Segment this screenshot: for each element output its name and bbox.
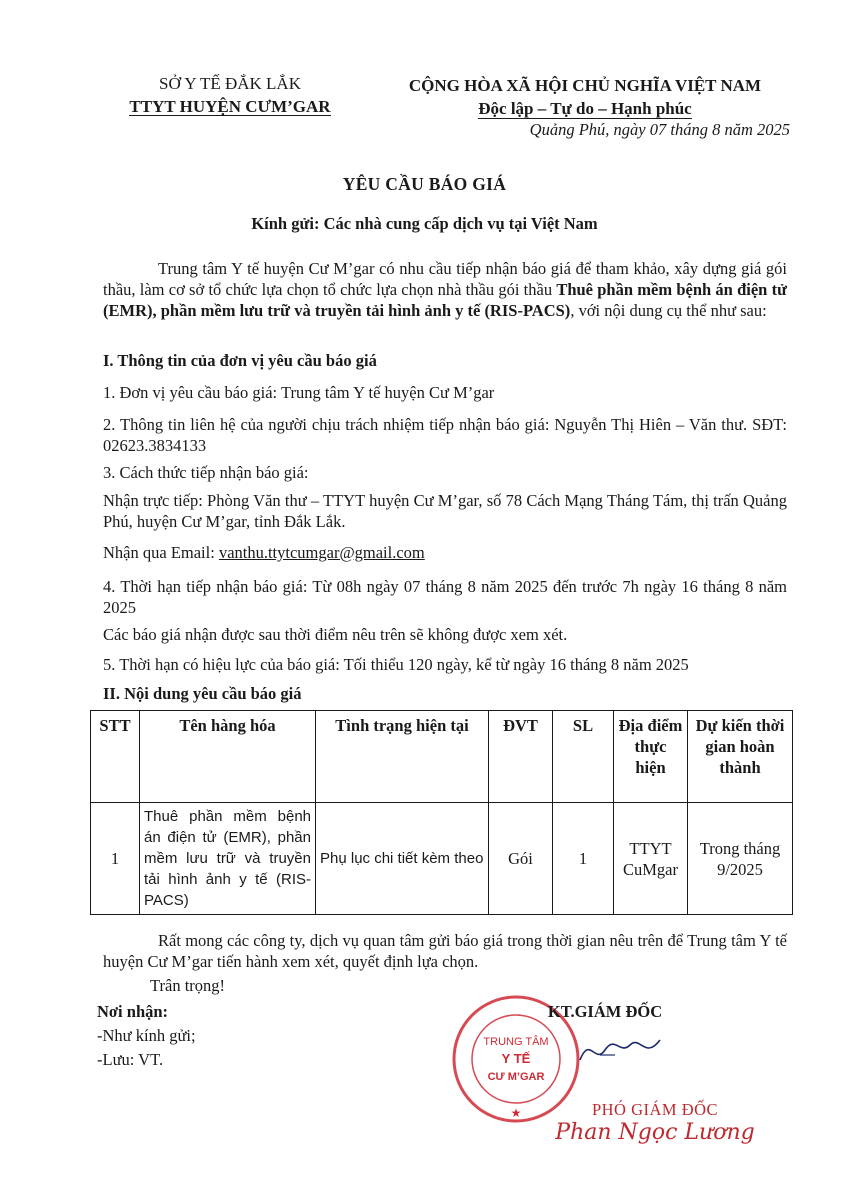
cell-status: Phụ lục chi tiết kèm theo	[316, 803, 489, 915]
info-item-2: 2. Thông tin liên hệ của người chịu trách nhiệm tiếp nhận báo giá: Nguyễn Thị Hiên – Văn thư. SĐT: 02623.3834133	[103, 415, 787, 455]
signer-name: Phan Ngọc Lương	[555, 1120, 755, 1145]
cell-unit: Gói	[489, 803, 553, 915]
col-location: Địa điểm thực hiện	[614, 711, 688, 803]
direct-receipt: Nhận trực tiếp: Phòng Văn thư – TTYT huyện Cư M’gar, số 78 Cách Mạng Tháng Tám, thị trấn Quảng Phú, huyện Cư M’gar, tỉnh Đắk Lắk.	[103, 491, 787, 531]
closing-paragraph: Rất mong các công ty, dịch vụ quan tâm gửi báo giá trong thời gian nêu trên để Trung tâm Y tế huyện Cư M’gar tiến hành xem xét, quyết định lựa chọn.	[103, 931, 787, 971]
quote-table	[90, 710, 793, 915]
info-item-4: 4. Thời hạn tiếp nhận báo giá: Từ 08h ngày 07 tháng 8 năm 2025 đến trước 7h ngày 16 tháng 8 năm 2025	[103, 577, 787, 617]
cell-stt: 1	[91, 803, 140, 915]
intro-text: Trung tâm Y tế huyện Cư M’gar có nhu cầu tiếp nhận báo giá để tham khảo, xây dựng giá gói thầu, làm cơ sở tổ chức lựa chọn tổ chức lựa chọn nhà thầu gói thầu	[103, 259, 787, 299]
info-item-1: 1. Đơn vị yêu cầu báo giá: Trung tâm Y tế huyện Cư M’gar	[103, 383, 495, 402]
info-item-5: 5. Thời hạn có hiệu lực của báo giá: Tối thiểu 120 ngày, kể từ ngày 16 tháng 8 năm 2025	[103, 655, 689, 674]
greeting: Kính gửi: Các nhà cung cấp dịch vụ tại Việt Nam	[251, 214, 598, 233]
col-completion: Dự kiến thời gian hoàn thành	[688, 711, 793, 803]
recipient-line: -Lưu: VT.	[97, 1050, 164, 1069]
intro-paragraph	[103, 258, 787, 321]
cell-completion: Trong tháng 9/2025	[688, 803, 793, 915]
recipient-line: -Như kính gửi;	[97, 1026, 196, 1045]
email-link[interactable]: vanthu.ttytcumgar@gmail.com	[218, 543, 425, 562]
recipients-label: Nơi nhận:	[97, 1002, 169, 1021]
table-row	[91, 803, 793, 915]
cell-goods: Thuê phần mềm bệnh án điện tử (EMR), phần mềm lưu trữ và truyền tải hình ảnh y tế (RIS-PACS)	[140, 803, 316, 915]
info-item-3: 3. Cách thức tiếp nhận báo giá:	[103, 463, 309, 482]
national-motto: Độc lập – Tự do – Hạnh phúc	[478, 99, 692, 118]
col-unit: ĐVT	[489, 711, 553, 803]
section2-heading: II. Nội dung yêu cầu báo giá	[103, 684, 302, 703]
national-header	[370, 74, 800, 120]
signature-title: KT.GIÁM ĐỐC	[547, 1002, 663, 1021]
agency-parent: SỞ Y TẾ ĐẮK LẮK	[159, 74, 301, 93]
intro-text-end: , với nội dung cụ thể như sau:	[570, 301, 767, 320]
agency-header	[95, 72, 365, 118]
col-status: Tình trạng hiện tại	[316, 711, 489, 803]
agency-name: TTYT HUYỆN CƯM’GAR	[129, 97, 331, 116]
place-date: Quảng Phú, ngày 07 tháng 8 năm 2025	[529, 120, 790, 139]
col-goods: Tên hàng hóa	[140, 711, 316, 803]
stamp-text: TRUNG TÂM	[483, 1036, 549, 1048]
signer-role: PHÓ GIÁM ĐỐC	[591, 1100, 719, 1119]
email-label: Nhận qua Email:	[103, 543, 219, 562]
recipients-block	[97, 1000, 196, 1072]
regards: Trân trọng!	[150, 976, 226, 995]
col-stt: STT	[91, 711, 140, 803]
col-qty: SL	[553, 711, 614, 803]
cell-location: TTYT CuMgar	[614, 803, 688, 915]
email-receipt	[103, 542, 787, 563]
section1-heading: I. Thông tin của đơn vị yêu cầu báo giá	[103, 351, 377, 370]
document-title: YÊU CẦU BÁO GIÁ	[342, 174, 507, 194]
package-name: Thuê phần mềm bệnh án điện tử (EMR), phần mềm lưu trữ và truyền tải hình ảnh y tế (RIS-PACS)	[103, 280, 787, 320]
stamp-text: CƯ M’GAR	[487, 1071, 545, 1083]
nation-title: CỘNG HÒA XÃ HỘI CHỦ NGHĨA VIỆT NAM	[408, 76, 762, 95]
late-note: Các báo giá nhận được sau thời điểm nêu trên sẽ không được xem xét.	[103, 625, 568, 644]
table-header-row	[91, 711, 793, 803]
stamp-star: ★	[510, 1106, 522, 1120]
handwritten-signature	[575, 1025, 665, 1075]
cell-qty: 1	[553, 803, 614, 915]
stamp-text: Y TẾ	[501, 1051, 531, 1066]
